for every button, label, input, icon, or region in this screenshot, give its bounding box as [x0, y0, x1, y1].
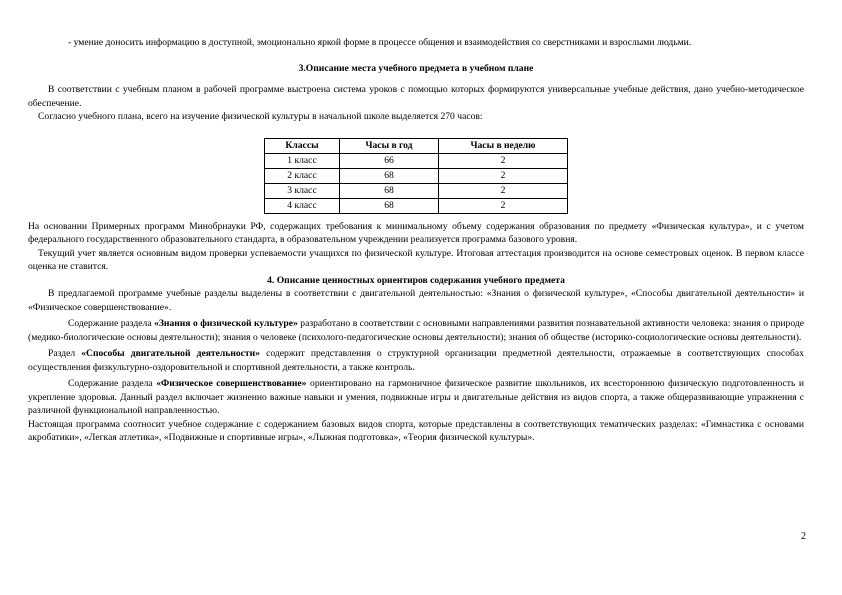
final-paragraph: Настоящая программа соотносит учебное содержание с содержанием базовых видов спорта, которые представлены в соответствующих тематических разделах: «Гимнастика с основами акробатики», «Легкая атлетика», «Подвижные и спортивные игры», «Лыжная подготовка», «Теория физической культуры». — [28, 418, 804, 443]
table-cell: 66 — [340, 153, 439, 168]
table-row — [265, 168, 568, 183]
table-cell: 2 — [439, 153, 568, 168]
improvement-paragraph — [28, 377, 804, 418]
knowledge-text-start: Содержание раздела — [68, 318, 155, 329]
table-row — [265, 153, 568, 168]
table-cell: 68 — [340, 198, 439, 213]
table-cell: 2 — [439, 198, 568, 213]
page-number: 2 — [801, 531, 806, 542]
improvement-text-rest: ориентировано на гармоничное физическое развитие школьников, их всестороннюю физическую подготовленность и укрепление здоровья. Данный раздел включает жизненно важные навыки и умения, подвижные игры и двигательные действия из видов спорта, а также общеразвивающие упражнения с различной функциональной направленностью. — [28, 378, 805, 416]
table-cell: 68 — [340, 168, 439, 183]
plan-paragraph-1: В соответствии с учебным планом в рабочей программе выстроена система уроков с помощью которых формируются универсальные учебные действия, дано учебно-методическое обеспечение. — [28, 84, 804, 109]
knowledge-paragraph — [28, 317, 804, 344]
methods-paragraph — [28, 347, 804, 374]
table-header-row — [265, 138, 568, 153]
table-cell: 2 — [439, 183, 568, 198]
section-3-heading: 3.Описание места учебного предмета в учебном плане — [298, 62, 534, 74]
control-paragraph: Текущий учет является основным видом проверки успеваемости учащихся по физической культуре. Итоговая аттестация производится на основе семестровых оценок. В первом классе оценка не ставится. — [28, 247, 804, 272]
improvement-text-start: Содержание раздела — [68, 378, 157, 389]
intro-paragraph: - умение доносить информацию в доступной, эмоционально яркой форме в процессе общения и взаимодействия со сверстниками и взрослыми людьми. — [68, 37, 692, 48]
table-cell: 2 — [439, 168, 568, 183]
plan-paragraph-2: Согласно учебного плана, всего на изучение физической культуры в начальной школе выделяется 270 часов: — [38, 111, 483, 122]
table-cell: 1 класс — [265, 153, 340, 168]
table-cell: 2 класс — [265, 168, 340, 183]
knowledge-text-rest: разработано в соответствии с основными направлениями развития познавательной активности человека: знания о природе (медико-биологические основы деятельности); знания о человеке (психолого-педагогические основы деятельности); знания об обществе (историко-социологические основы деятельности). — [28, 318, 804, 343]
methods-section-title: «Способы двигательной деятельности» — [81, 348, 260, 359]
table-cell: 4 класс — [265, 198, 340, 213]
table-header-cell: Часы в неделю — [439, 138, 568, 153]
methods-text-rest: содержит представления о структурной организации предметной деятельности, отражаемые в соответствующих способах осуществления физкультурно-оздоровительной и спортивной деятельности, а также контроль. — [28, 348, 804, 373]
table-row — [265, 183, 568, 198]
document-page — [28, 36, 804, 445]
sections-paragraph: В предлагаемой программе учебные разделы выделены в соответствии с двигательной деятельностью: «Знания о физической культуре», «Способы двигательной деятельности» и «Физическое совершенствование». — [28, 288, 804, 313]
table-header-cell: Классы — [265, 138, 340, 153]
methods-text-start: Раздел — [48, 348, 82, 359]
section-4-heading: 4. Описание ценностных ориентиров содержания учебного предмета — [267, 274, 565, 286]
improvement-section-title: «Физическое совершенствование» — [156, 378, 307, 389]
table-row — [265, 198, 568, 213]
basis-paragraph: На основании Примерных программ Минобрнауки РФ, содержащих требования к минимальному объему содержания образования по предмету «Физическая культура», и с учетом федерального государственного образовательного стандарта, в образовательном учреждении реализуется программа базового уровня. — [28, 220, 804, 245]
table-cell: 68 — [340, 183, 439, 198]
hours-table — [264, 138, 568, 214]
knowledge-section-title: «Знания о физической культуре» — [154, 318, 298, 329]
table-header-cell: Часы в год — [340, 138, 439, 153]
table-cell: 3 класс — [265, 183, 340, 198]
